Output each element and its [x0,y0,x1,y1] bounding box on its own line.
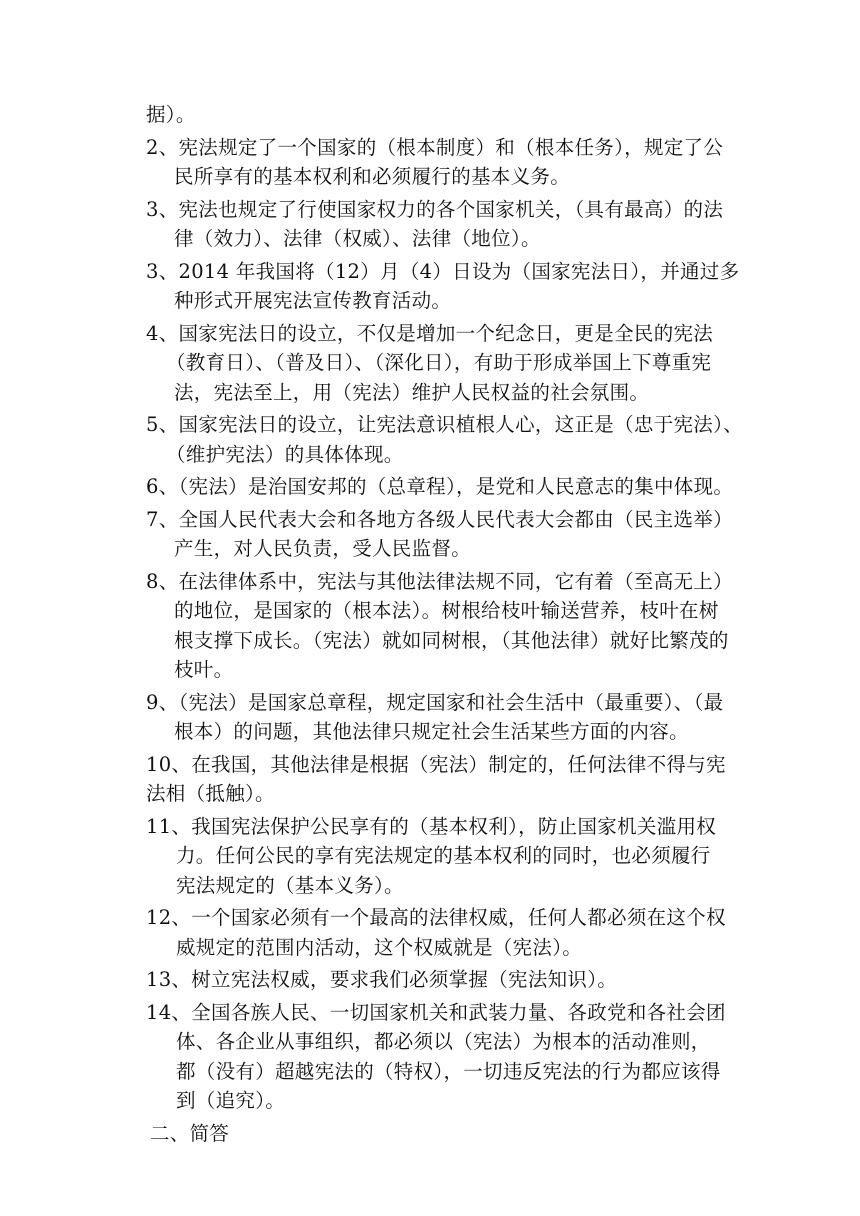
item-11-line-2: 力。任何公民的享有宪法规定的基本权利的同时，也必须履行 [176,844,711,867]
item-4-line-1: 4、国家宪法日的设立，不仅是增加一个纪念日，更是全民的宪法 [146,321,714,345]
item-3b-line-2: 种形式开展宪法宣传教育活动。 [174,289,452,312]
item-14-line-2: 体、各企业从事组织，都必须以（宪法）为根本的活动准则， [176,1030,711,1053]
item-2-line-2: 民所享有的基本权利和必须履行的基本义务。 [174,165,571,188]
item-10-line-2: 法相（抵触）。 [146,782,275,805]
item-6-line-1: 6、（宪法）是治国安邦的（总章程），是党和人民意志的集中体现。 [146,475,734,498]
item-5-line-2: （维护宪法）的具体体现。 [166,442,404,466]
item-3b-line-1: 3、2014 年我国将（12）月（4）日设为（国家宪法日），并通过多 [146,259,740,283]
item-13-line-1: 13、树立宪法权威，要求我们必须掌握（宪法知识）。 [146,968,618,991]
item-11-line-1: 11、我国宪法保护公民享有的（基本权利），防止国家机关滥用权 [146,814,717,838]
item-8-line-3: 根支撑下成长。（宪法）就如同树根，（其他法律）就好比繁茂的 [174,628,729,652]
item-12-line-2: 威规定的范围内活动，这个权威就是（宪法）。 [176,935,583,959]
item-12-line-1: 12、一个国家必须有一个最高的法律权威，任何人都必须在这个权 [146,906,726,929]
item-8-line-1: 8、在法律体系中，宪法与其他法律法规不同，它有着（至高无上） [146,569,733,593]
item-9-line-2: 根本）的问题，其他法律只规定社会生活某些方面的内容。 [174,720,689,743]
document-page [146,100,746,1148]
text-line: 据）。 [146,103,196,126]
item-4-line-2: （教育日）、（普及日）、（深化日），有助于形成举国上下尊重宪 [166,351,712,374]
item-8-line-4: 枝叶。 [174,658,234,681]
item-11-line-3: 宪法规定的（基本义务）。 [176,873,404,897]
item-2-line-1: 2、宪法规定了一个国家的（根本制度）和（根本任务），规定了公 [146,135,724,159]
item-8-line-2: 的地位，是国家的（根本法）。树根给枝叶输送营养，枝叶在树 [174,599,719,622]
item-14-line-3: 都（没有）超越宪法的（特权），一切违反宪法的行为都应该得 [176,1059,721,1083]
item-4-line-3: 法，宪法至上，用（宪法）维护人民权益的社会氛围。 [174,380,650,404]
item-5-line-1: 5、国家宪法日的设立，让宪法意识植根人心，这正是（忠于宪法）、 [146,413,743,436]
item-3a-line-1: 3、宪法也规定了行使国家权力的各个国家机关，（具有最高）的法 [146,197,724,221]
item-14-line-4: 到（追究）。 [176,1089,286,1112]
section-heading: 二、简答 [150,1121,230,1145]
item-3a-line-2: 律（效力）、法律（权威）、法律（地位）。 [174,227,541,250]
item-14-line-1: 14、全国各族人民、一切国家机关和武装力量、各政党和各社会团 [146,1000,726,1024]
item-7-line-1: 7、全国人民代表大会和各地方各级人民代表大会都由（民主选举） [146,507,733,531]
item-7-line-2: 产生，对人民负责，受人民监督。 [174,537,472,560]
item-10-line-1: 10、在我国，其他法律是根据（宪法）制定的，任何法律不得与宪 [146,752,726,776]
item-9-line-1: 9、（宪法）是国家总章程，规定国家和社会生活中（最重要）、（最 [146,690,724,714]
